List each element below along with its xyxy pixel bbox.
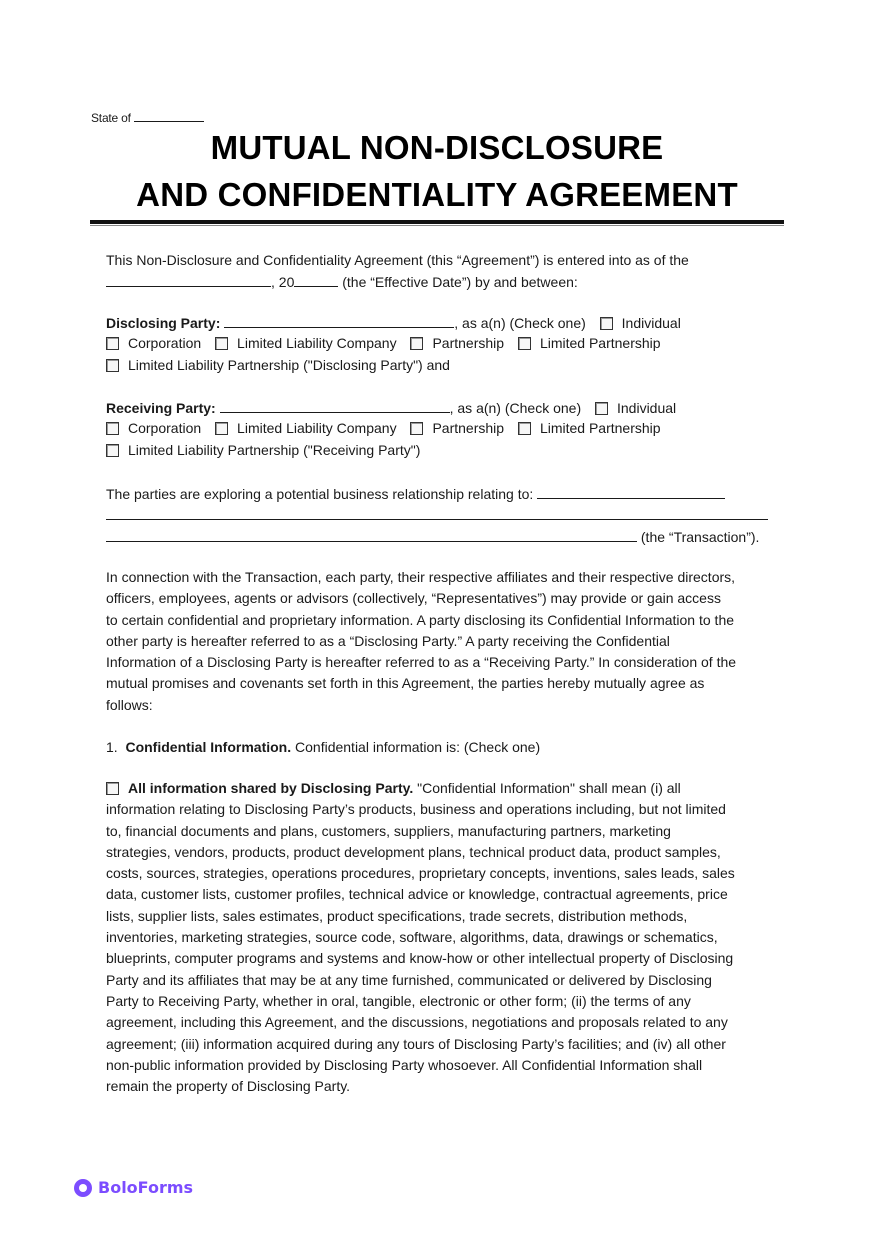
- section-text: Confidential information is: (Check one): [291, 739, 541, 755]
- recitals-line: follows:: [106, 696, 153, 713]
- option-text-line: non-public information provided by Disclosing Party whosoever. All Confidential Information shall: [106, 1056, 703, 1073]
- option-text-line: Party and its affiliates that may be at any time furnished, communicated or delivered by Disclosing: [106, 971, 712, 988]
- section-number: 1.: [106, 739, 118, 755]
- title-rule-thin: [90, 225, 784, 226]
- option-text-line: blueprints, computer programs and systems and know-how or other intellectual property of Disclosing: [106, 950, 734, 967]
- disclosing-partnership-checkbox[interactable]: [410, 337, 423, 350]
- recitals-line: In connection with the Transaction, each party, their respective affiliates and their respective directors,: [106, 569, 736, 585]
- option-label: Partnership: [432, 420, 505, 437]
- option-text-line: costs, sources, strategies, operations procedures, proprietary concepts, inventions, sales leads, sales: [106, 865, 735, 882]
- disclosing-llp-checkbox[interactable]: [106, 359, 119, 372]
- all-information-option: [106, 778, 771, 1097]
- disclosing-individual-checkbox[interactable]: [600, 317, 613, 330]
- transaction-blank-2[interactable]: [106, 504, 768, 520]
- title-rule: [90, 220, 784, 224]
- document-title-line1: MUTUAL NON-DISCLOSURE: [210, 129, 664, 166]
- state-of-label: State of: [91, 111, 131, 125]
- year-prefix: , 20: [271, 274, 295, 291]
- disclosing-corporation-checkbox[interactable]: [106, 337, 119, 350]
- option-text-line: information relating to Disclosing Party’s products, business and operations including, but not limited: [106, 801, 726, 818]
- boloforms-logo-icon: [74, 1179, 92, 1197]
- receiving-partnership-checkbox[interactable]: [410, 422, 423, 435]
- option-text-line: Party to Receiving Party, whether in oral, tangible, electronic or other form; (ii) the terms of any: [106, 992, 691, 1009]
- option-text-line: to, financial documents and plans, customers, suppliers, manufacturing partners, marketing: [106, 822, 671, 839]
- disclosing-party-label: Disclosing Party:: [106, 315, 221, 331]
- disclosing-party-block: [106, 312, 771, 376]
- transaction-blank-3[interactable]: [106, 526, 637, 542]
- recitals-line: mutual promises and covenants set forth in this Agreement, the parties hereby mutually agree as: [106, 675, 705, 692]
- option-text-line: agreement, including this Agreement, and the discussions, negotiations and proposals related to any: [106, 1014, 728, 1031]
- option-label: Individual: [617, 400, 677, 416]
- option-label: Limited Liability Company: [237, 420, 397, 437]
- receiving-lp-checkbox[interactable]: [518, 422, 531, 435]
- option-text-line: agreement; (iii) information acquired during any tours of Disclosing Party’s facilities; and (iv) all other: [106, 1035, 726, 1052]
- year-blank[interactable]: [294, 271, 338, 287]
- section-heading: Confidential Information.: [125, 739, 292, 755]
- transaction-block: [106, 483, 771, 547]
- option-label: Corporation: [128, 420, 202, 437]
- option-label: Corporation: [128, 335, 202, 352]
- recitals-paragraph: [106, 567, 771, 716]
- receiving-llc-checkbox[interactable]: [215, 422, 228, 435]
- receiving-party-label: Receiving Party:: [106, 400, 216, 416]
- recitals-line: officers, employees, agents or advisors (collectively, “Representatives”) may provide or gain access: [106, 590, 721, 607]
- option-heading: All information shared by Disclosing Party.: [128, 780, 414, 796]
- disclosing-lp-checkbox[interactable]: [518, 337, 531, 350]
- option-label: Individual: [621, 315, 681, 331]
- receiving-party-name-blank[interactable]: [220, 397, 450, 413]
- boloforms-logo: [74, 1178, 193, 1197]
- option-text-line: remain the property of Disclosing Party.: [106, 1078, 351, 1095]
- option-text: "Confidential Information" shall mean (i) all: [413, 780, 681, 796]
- disclosing-llc-checkbox[interactable]: [215, 337, 228, 350]
- option-label: Limited Liability Partnership ("Receiving Party"): [128, 441, 421, 458]
- transaction-suffix: (the “Transaction”).: [637, 528, 760, 545]
- all-information-checkbox[interactable]: [106, 782, 119, 795]
- disclosing-party-name-blank[interactable]: [224, 312, 454, 328]
- option-label: Limited Partnership: [539, 335, 661, 352]
- option-label: Limited Liability Company: [237, 335, 397, 352]
- receiving-party-block: [106, 397, 771, 461]
- transaction-intro: The parties are exploring a potential business relationship relating to:: [106, 486, 534, 502]
- brand-name: BoloForms: [98, 1178, 194, 1197]
- recitals-line: other party is hereafter referred to as a “Disclosing Party.” A party receiving the Confidential: [106, 632, 670, 649]
- receiving-llp-checkbox[interactable]: [106, 444, 119, 457]
- state-blank-field[interactable]: [134, 109, 204, 122]
- check-one-text: , as a(n) (Check one): [449, 400, 582, 416]
- recitals-line: to certain confidential and proprietary information. A party disclosing its Confidential Information to the: [106, 611, 735, 628]
- state-of-line: [91, 109, 204, 125]
- receiving-corporation-checkbox[interactable]: [106, 422, 119, 435]
- transaction-blank-1[interactable]: [537, 483, 725, 499]
- option-text-line: strategies, vendors, products, product development plans, technical product data, product samples,: [106, 843, 721, 860]
- section-1-heading-line: [106, 737, 771, 758]
- intro-line: This Non-Disclosure and Confidentiality Agreement (this “Agreement”) is entered into as of the: [106, 252, 689, 268]
- option-label: Limited Partnership: [539, 420, 661, 437]
- document-title-line2: AND CONFIDENTIALITY AGREEMENT: [136, 176, 738, 213]
- effective-date-text: (the “Effective Date”) by and between:: [338, 274, 578, 291]
- intro-date-line: [106, 271, 771, 292]
- option-text-line: inventories, marketing strategies, source code, software, algorithms, data, drawings or schematics,: [106, 929, 718, 946]
- intro-paragraph: [106, 250, 771, 293]
- option-label: Limited Liability Partnership ("Disclosing Party") and: [128, 356, 450, 373]
- receiving-individual-checkbox[interactable]: [595, 402, 608, 415]
- recitals-line: Information of a Disclosing Party is hereafter referred to as a “Receiving Party.” In consideration of the: [106, 654, 737, 671]
- option-text-line: data, customer lists, customer profiles, technical advice or knowledge, contractual agreements, price: [106, 886, 728, 903]
- option-text-line: lists, supplier lists, sales estimates, product specifications, trade secrets, distribution methods,: [106, 907, 688, 924]
- option-label: Partnership: [432, 335, 505, 352]
- effective-date-blank[interactable]: [106, 271, 271, 287]
- check-one-text: , as a(n) (Check one): [454, 315, 586, 331]
